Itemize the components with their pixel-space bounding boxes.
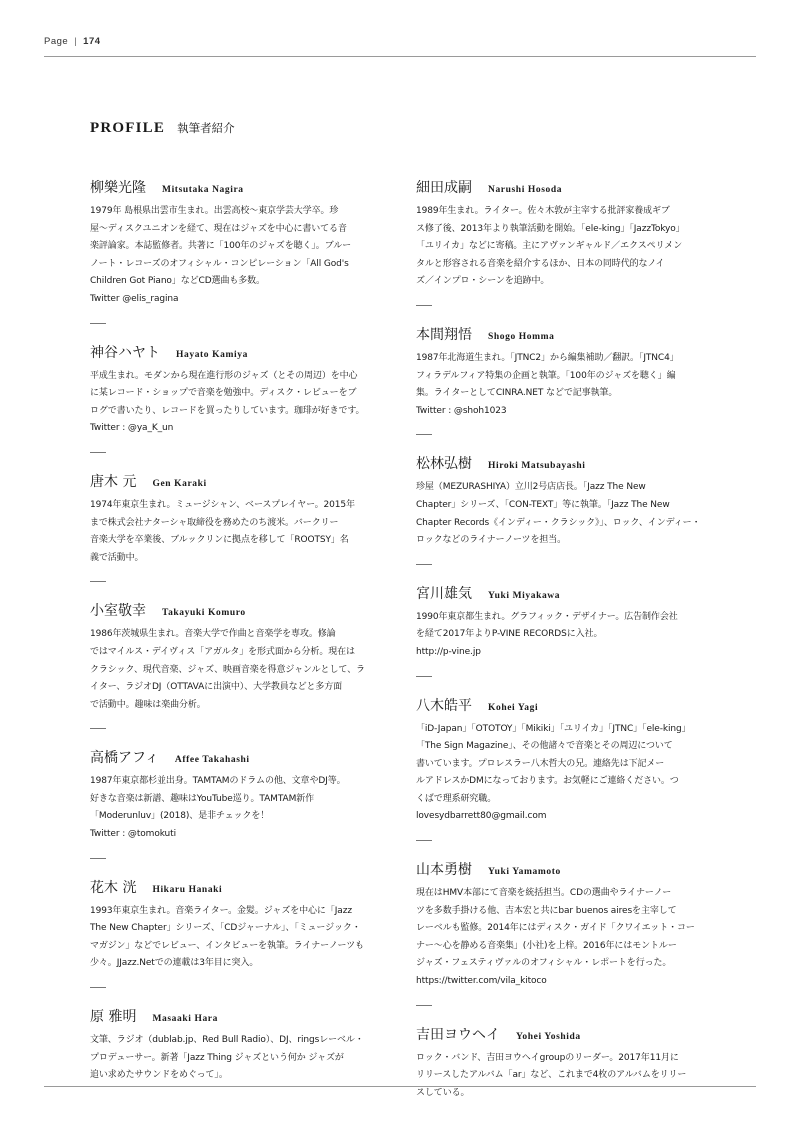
profile-bio-line: https://twitter.com/vila_kitoco <box>416 976 547 987</box>
profile-bio-line: まで株式会社ナターシャ取締役を務めたのち渡米。バークリー <box>90 517 339 528</box>
profile-bio <box>416 350 716 420</box>
profile-name <box>90 1006 390 1026</box>
profile-name-jp: 吉田ヨウヘイ <box>416 1026 500 1043</box>
profile-divider <box>416 840 432 841</box>
profile-bio <box>416 203 716 291</box>
profile-name-jp: 唐木 元 <box>90 473 137 490</box>
profile-name-jp: 松林弘樹 <box>416 456 472 473</box>
profile-name <box>90 471 390 491</box>
profile-bio-line: くばで理系研究職。 <box>416 793 497 804</box>
profile-name-en: Masaaki Hara <box>152 1014 218 1025</box>
profile-name <box>90 342 390 362</box>
profile-bio-line: Twitter : @shoh1023 <box>416 405 507 416</box>
profile-name-en: Hikaru Hanaki <box>152 884 223 895</box>
profile-divider <box>416 1005 432 1006</box>
profile-name-jp: 小室敬幸 <box>90 603 146 620</box>
profile-bio-line: ルアドレスかDMになっております。お気軽にご連絡ください。つ <box>416 776 679 787</box>
profile-divider <box>416 434 432 435</box>
profile-bio-line: 屋〜ディスクユニオンを経て、現在はジャズを中心に書いてる音 <box>90 223 347 234</box>
profile-bio <box>90 773 390 843</box>
profile-bio-line: http://p-vine.jp <box>416 646 481 657</box>
profile-bio-line: ズ／インプロ・シーンを追跡中。 <box>416 276 550 287</box>
profile-name <box>90 877 390 897</box>
profile-bio <box>416 609 716 662</box>
profile-name <box>90 747 390 767</box>
profile-entry <box>416 324 716 435</box>
profile-bio-line: 楽評論家。本誌監修者。共著に「100年のジャズを聴く」。ブルー <box>90 241 352 252</box>
profile-bio-line: クラシック、現代音楽、ジャズ、映画音楽を得意ジャンルとして、ラ <box>90 664 365 675</box>
profile-name-jp: 原 雅明 <box>90 1009 137 1026</box>
profile-bio-line: Twitter : @ya_K_un <box>90 423 174 434</box>
profile-bio-line: レーベルも監修。2014年にはディスク・ガイド「クワイエット・コー <box>416 923 695 934</box>
profile-bio-line: Children Got Piano」などCD選曲も多数。 <box>90 276 265 287</box>
header-rule <box>44 56 756 57</box>
profile-name-jp: 本間翔悟 <box>416 326 472 343</box>
profile-bio-line: Chapter」シリーズ、「CON-TEXT」等に執筆。「Jazz The New <box>416 499 670 510</box>
profile-bio-line: イター、ラジオDJ（OTTAVAに出演中）、大学教員などと多方面 <box>90 682 343 693</box>
profile-divider <box>90 858 106 859</box>
profile-name-jp: 山本勇樹 <box>416 862 472 879</box>
profile-entry <box>416 1024 716 1103</box>
profile-entry <box>416 177 716 306</box>
profile-bio-line: に某レコード・ショップで音楽を勉強中。ディスク・レビューをブ <box>90 388 357 399</box>
profile-name-jp: 神谷ハヤト <box>90 344 160 361</box>
profile-bio-line: 義で活動中。 <box>90 552 144 563</box>
profile-bio-line: 少々。JJazz.Netでの連載は3年目に突入。 <box>90 958 259 969</box>
footer-rule <box>44 1086 756 1087</box>
profile-entry <box>90 747 390 858</box>
profile-name-en: Yohei Yoshida <box>516 1031 581 1042</box>
profile-bio-line: 1986年茨城県生まれ。音楽大学で作曲と音楽学を専攻。修論 <box>90 629 336 640</box>
left-profile-column <box>90 177 390 1085</box>
profile-bio-line: 1989年生まれ。ライター。佐々木敦が主宰する批評家養成ギブ <box>416 206 670 216</box>
profile-bio-line: で活動中。趣味は楽曲分析。 <box>90 699 206 710</box>
right-profile-column <box>416 177 716 1102</box>
profile-name <box>416 583 716 603</box>
profile-bio <box>90 203 390 309</box>
profile-bio-line: ログで書いたり、レコードを買ったりしています。珈琲が好きです。 <box>90 405 365 416</box>
profile-bio-line: 「Moderunluv」(2018)、是非チェックを！ <box>90 811 270 822</box>
section-title-en: PROFILE <box>90 120 166 136</box>
profile-bio-line: The New Chapter」シリーズ、「CDジャーナル」、「ミュージック・ <box>90 923 361 934</box>
profile-bio-line: 書いています。プロレスラー八木哲大の兄。連絡先は下記メー <box>416 758 665 769</box>
profile-name-en: Yuki Miyakawa <box>488 590 561 601</box>
profile-name <box>416 859 716 879</box>
profile-bio <box>90 368 390 438</box>
profile-bio <box>416 721 716 827</box>
page-label: Page <box>44 36 69 47</box>
profile-bio-line: 現在はHMV本部にて音楽を統括担当。CDの選曲やライナーノー <box>416 888 672 899</box>
profile-bio-line: Chapter Records《インディー・クラシック》」、ロック、インディー・ <box>416 517 701 528</box>
profile-divider <box>416 676 432 677</box>
profile-divider <box>90 987 106 988</box>
page-separator: | <box>74 36 78 47</box>
section-title <box>90 117 235 137</box>
profile-entry <box>90 342 390 453</box>
profile-bio <box>416 885 716 991</box>
page-header <box>44 36 101 47</box>
profile-divider <box>90 323 106 324</box>
profile-bio-line: 1987年北海道生まれ。「JTNC2」から編集補助／翻訳。「JTNC4」 <box>416 352 679 363</box>
profile-name-en: Shogo Homma <box>488 331 555 342</box>
profile-bio-line: 1990年東京都生まれ。グラフィック・デザイナー。広告制作会社 <box>416 611 678 622</box>
profile-divider <box>90 728 106 729</box>
profile-bio <box>90 626 390 714</box>
profile-bio-line: 平成生まれ。モダンから現在進行形のジャズ（とその周辺）を中心 <box>90 370 358 381</box>
profile-bio-line: ナー〜心を静める音楽集」(小社)を上梓。2016年にはモントルー <box>416 940 677 951</box>
profile-bio-line: 「The Sign Magazine」、その他諸々で音楽とその周辺について <box>416 741 673 752</box>
profile-bio-line: 「iD-Japan」「OTOTOY」「Mikiki」「ユリイカ」「JTNC」「ele-king」 <box>416 723 691 734</box>
profile-bio-line: プロデューサー。新著「Jazz Thing ジャズという何か ジャズが <box>90 1052 344 1063</box>
profile-name-en: Hiroki Matsubayashi <box>488 461 586 472</box>
profile-name-en: Mitsutaka Nagira <box>162 185 244 195</box>
page-number: 174 <box>83 36 101 47</box>
profile-name <box>416 1024 716 1044</box>
profile-name <box>416 453 716 473</box>
profile-entry <box>416 859 716 1006</box>
profile-entry <box>90 471 390 582</box>
profile-entry <box>416 583 716 677</box>
profile-bio-line: 音楽大学を卒業後、ブルックリンに拠点を移して「ROOTSY」名 <box>90 535 349 546</box>
profile-bio <box>90 497 390 567</box>
profile-name <box>90 177 390 197</box>
section-title-jp: 執筆者紹介 <box>177 121 235 135</box>
profile-bio-line: を経て2017年よりP-VINE RECORDSに入社。 <box>416 629 603 640</box>
profile-entry <box>90 177 390 324</box>
profile-bio-line: ノート・レコーズのオフィシャル・コンピレーション「All God's <box>90 258 349 269</box>
profile-bio-line: lovesydbarrett80@gmail.com <box>416 811 547 822</box>
profile-bio-line: リリースしたアルバム「ar」など、これまで4枚のアルバムをリリー <box>416 1070 687 1081</box>
profile-bio-line: 珍屋（MEZURASHIYA）立川2号店店長。「Jazz The New <box>416 482 646 493</box>
profile-bio-line: マガジン」などでレビュー、インタビューを執筆。ライナーノーツも <box>90 940 364 951</box>
profile-bio <box>90 903 390 973</box>
profile-bio-line: フィラデルフィア特集の企画と執筆。「100年のジャズを聴く」編 <box>416 370 676 381</box>
profile-bio-line: Twitter : @tomokuti <box>90 829 176 840</box>
profile-entry <box>416 453 716 564</box>
profile-name <box>416 324 716 344</box>
profile-name <box>416 695 716 715</box>
profile-bio-line: 文筆、ラジオ（dublab.jp、Red Bull Radio）、DJ、ringsレーベル・ <box>90 1035 364 1046</box>
profile-name-en: Kohei Yagi <box>488 702 539 713</box>
profile-bio-line: 「ユリイカ」などに寄稿。主にアヴァンギャルド／エクスペリメン <box>416 241 683 252</box>
profile-entry <box>416 695 716 842</box>
profile-divider <box>90 581 106 582</box>
profile-bio <box>416 479 716 549</box>
profile-name-jp: 八木皓平 <box>416 697 472 714</box>
profile-name-en: Hayato Kamiya <box>176 349 248 360</box>
profile-name-en: Narushi Hosoda <box>488 185 563 195</box>
profile-bio <box>90 1032 390 1085</box>
profile-bio-line: ジャズ・フェスティヴァルのオフィシャル・レポートを行った。 <box>416 958 672 969</box>
profile-name-en: Affee Takahashi <box>174 755 250 766</box>
profile-bio-line: 1987年東京都杉並出身。TAMTAMのドラムの他、文章やDJ等。 <box>90 776 346 787</box>
profile-name-en: Gen Karaki <box>152 478 207 489</box>
profile-bio-line: 好きな音楽は新譜、趣味はYouTube巡り。TAMTAM新作 <box>90 793 315 804</box>
profile-divider <box>90 452 106 453</box>
profile-name-jp: 高橋アフィ <box>90 750 159 767</box>
profile-bio-line: 集。ライターとしてCINRA.NET などで記事執筆。 <box>416 388 618 399</box>
profile-bio-line: Twitter @elis_ragina <box>90 293 179 304</box>
profile-bio-line: ロック・バンド、吉田ヨウヘイgroupのリーダー。2017年11月に <box>416 1052 679 1063</box>
profile-name-jp: 花木 洸 <box>90 879 137 896</box>
profile-bio-line: タルと形容される音楽を紹介するほか、日本の同時代的なノイ <box>416 258 665 269</box>
profile-entry <box>90 877 390 988</box>
profile-name <box>416 177 716 197</box>
profile-bio-line: 1979年 島根県出雲市生まれ。出雲高校〜東京学芸大学卒。珍 <box>90 206 339 216</box>
profile-bio-line: ロックなどのライナーノーツを担当。 <box>416 535 567 546</box>
profile-name-jp: 柳樂光隆 <box>90 180 146 196</box>
profile-name-jp: 宮川雄気 <box>416 585 472 602</box>
profile-bio-line: 1974年東京生まれ。ミュージシャン、ベースプレイヤー。2015年 <box>90 499 355 510</box>
profile-bio <box>416 1050 716 1103</box>
profile-entry <box>90 600 390 729</box>
profile-divider <box>416 305 432 306</box>
profile-bio-line: ではマイルス・デイヴィス「アガルタ」を形式面から分析。現在は <box>90 646 355 657</box>
profile-bio-line: 追い求めたサウンドをめぐって」。 <box>90 1070 228 1081</box>
profile-divider <box>416 564 432 565</box>
profile-name-jp: 細田成嗣 <box>416 180 472 196</box>
profile-name-en: Yuki Yamamoto <box>488 867 561 878</box>
profile-bio-line: ス修了後、2013年より執筆活動を開始。「ele-king」「JazzTokyo」 <box>416 223 685 234</box>
profile-entry <box>90 1006 390 1085</box>
profile-bio-line: スしている。 <box>416 1087 470 1098</box>
profile-bio-line: ツを多数手掛ける他、吉本宏と共にbar buenos airesを主宰して <box>416 905 677 916</box>
profile-name <box>90 600 390 620</box>
profile-bio-line: 1993年東京生まれ。音楽ライター。金髪。ジャズを中心に「Jazz <box>90 905 352 916</box>
profile-name-en: Takayuki Komuro <box>162 608 246 619</box>
